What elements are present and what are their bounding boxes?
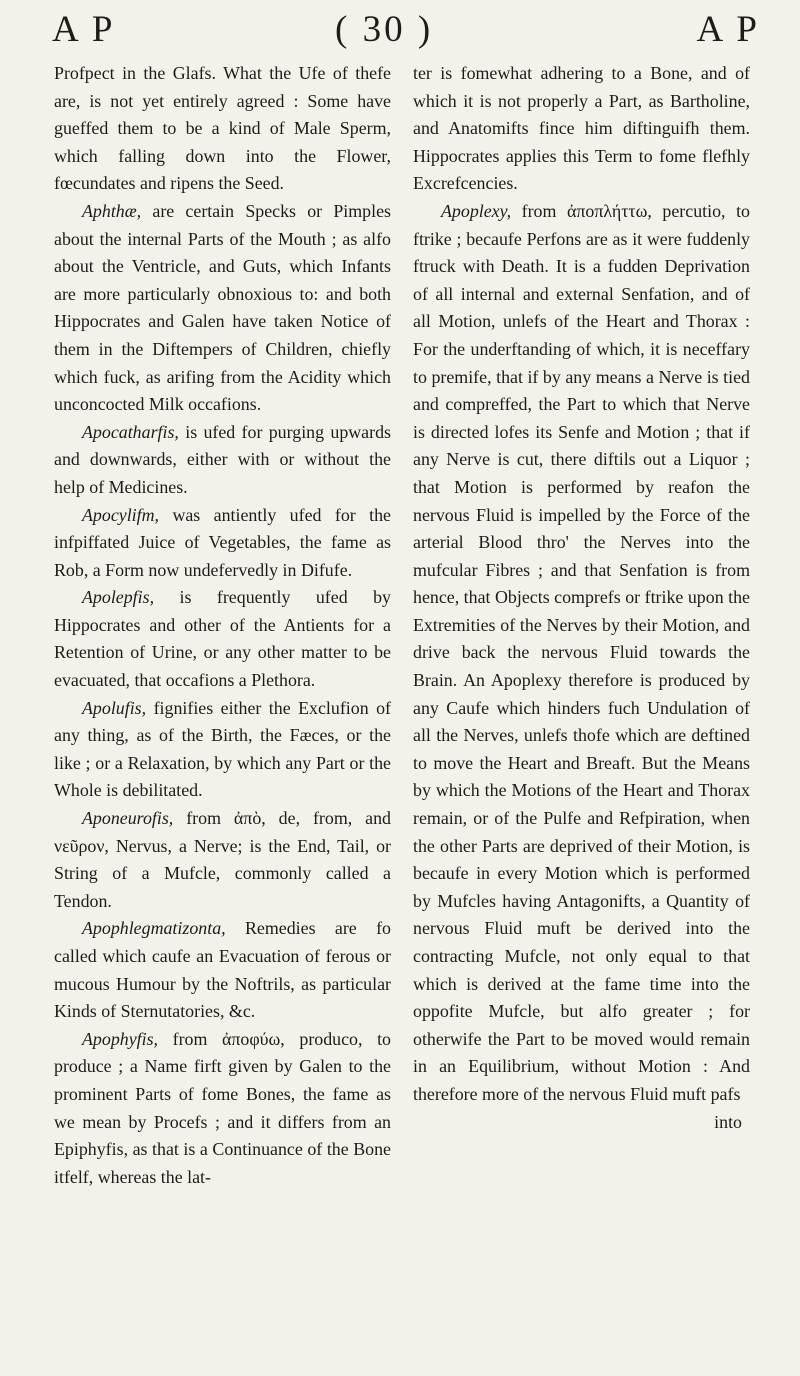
entry-term: Apophlegmatizonta, [82,918,226,939]
right-column [413,60,750,1136]
entry-term: Apolufis, [82,697,147,718]
entry-term: Apocatharfis, [82,421,179,442]
page-number: ( 30 ) [335,9,434,50]
dictionary-entry: Apolufis, fignifies either the Exclufion of any thing, as of the Birth, the Fæces, or the like ; or a Relaxation, by which any Part or the Whole is debilitated. [54,697,391,801]
dictionary-entry: Apoplexy, from ἀποπλήττω, percutio, to ftrike ; becaufe Perfons are as it were fuddenly ftruck with Death. It is a fudden Deprivation of all internal and external Senfation, and of all Motion, unlefs of the Heart and Thorax : For the underftanding of which, it is neceffary to premife, that if by any means a Nerve is tied and compreffed, the Part to which that Nerve is directed lofes its Senfe and Motion ; that if any Nerve is cut, there diftils out a Liquor ; that Motion is performed by reafon the nervous Fluid is impelled by the Force of the arterial Blood thro' the Nerves into the mufcular Fibres ; and that Senfation is from hence, that Objects comprefs or ftrike upon the Extremities of the Nerves by their Motion, and drive back the nervous Fluid towards the Brain. An Apoplexy therefore is produced by any Caufe which hinders fuch Undulation of all the Nerves, unlefs thofe which are deftined to move the Heart and Breaft. But the Means by which the Motions of the Heart and Thorax remain, or of the Pulfe and Refpiration, when the other Parts are deprived of their Motion, is becaufe in every Motion which is performed by Mufcles having Antagonifts, a Quantity of nervous Fluid muft be derived into the contracting Mufcle, not only equal to that which is derived at the fame time into the oppofite Mufcle, but alfo greater ; for otherwife the Part to be moved would remain in an Equilibrium, without Motion : And therefore more of the nervous Fluid muft pafs [413,200,750,1104]
continuation-paragraph: ter is fomewhat adhering to a Bone, and of which it is not properly a Part, as Bartholine, and Anatomifts fince him diftinguifh them. Hippocrates applies this Term to fome flefhly Excrefcencies. [413,63,750,194]
entry-term: Aponeurofis, [82,808,174,829]
entry-term: Aphthæ, [82,200,142,221]
running-header [52,6,760,62]
dictionary-entry: Aphthæ, are certain Specks or Pimples about the internal Parts of the Mouth ; as alfo about the Ventricle, and Guts, which Infants are more particularly obnoxious to: and both Hippocrates and Galen have taken Notice of them in the Diftempers of Children, chiefly which fuck, as arifing from the Acidity which unconcocted Milk occafions. [54,200,392,415]
entry-term: Apoplexy, [441,200,512,221]
left-column [54,60,391,1191]
dictionary-entry: Apocylifm, was antiently ufed for the infpiffated Juice of Vegetables, the fame as Rob, a Form now undefervedly in Difufe. [54,504,391,580]
catchword: into [714,1111,742,1132]
dictionary-entry: Apophlegmatizonta, Remedies are fo called which caufe an Evacuation of ferous or mucous Humour by the Noftrils, as particular Kinds of Sternutatories, &c. [54,918,391,1022]
dictionary-entry: Apocatharfis, is ufed for purging upwards and downwards, either with or without the help of Medicines. [54,421,391,497]
entry-term: Apophyfis, [82,1028,159,1049]
header-right: A P [696,9,760,50]
header-left: A P [52,9,116,50]
dictionary-entry: Aponeurofis, from ἀπὸ, de, from, and νεῦρον, Nervus, a Nerve; is the End, Tail, or String of a Mufcle, commonly called a Tendon. [54,808,391,911]
dictionary-entry: Apolepfis, is frequently ufed by Hippocrates and other of the Antients for a Retention of Urine, or any other matter to be evacuated, that occafions a Plethora. [54,587,391,691]
entry-term: Apocylifm, [82,504,160,525]
entry-term: Apolepfis, [82,587,155,608]
continuation-paragraph: Profpect in the Glafs. What the Ufe of thefe are, is not yet entirely agreed : Some have gueffed them to be a kind of Male Sperm, which falling down into the Flower, fœcundates and ripens the Seed. [54,63,391,194]
dictionary-entry: Apophyfis, from ἀποφύω, produco, to produce ; a Name firft given by Galen to the prominent Parts of fome Bones, the fame as we mean by Procefs ; and it differs from an Epiphyfis, as that is a Continuance of the Bone itfelf, whereas the lat- [54,1028,391,1187]
